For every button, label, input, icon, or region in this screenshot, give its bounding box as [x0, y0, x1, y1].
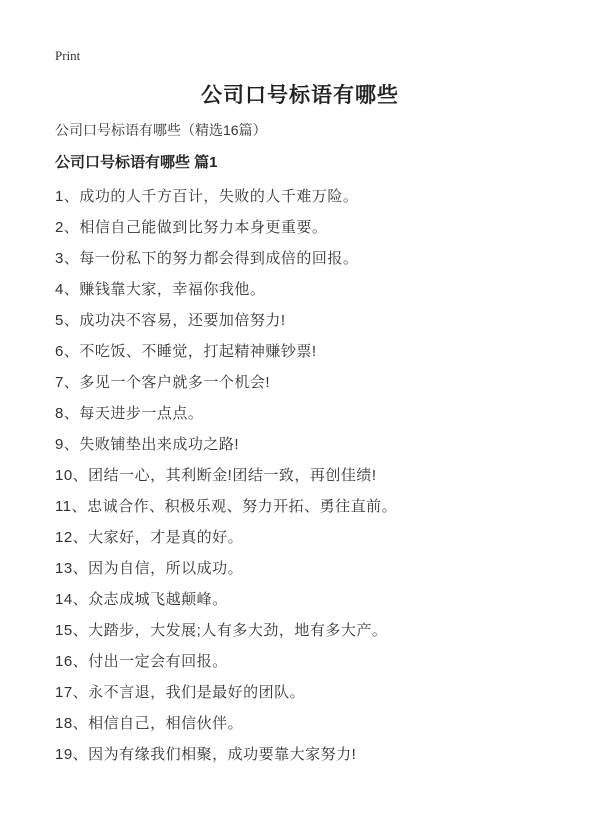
list-item: 16、付出一定会有回报。: [55, 653, 228, 670]
list-item: 18、相信自己，相信伙伴。: [55, 715, 244, 732]
list-item: 5、成功决不容易，还要加倍努力!: [55, 312, 286, 329]
list-item: 12、大家好，才是真的好。: [55, 529, 244, 546]
list-item: 1、成功的人千方百计，失败的人千难万险。: [55, 188, 359, 205]
page-title: 公司口号标语有哪些: [201, 84, 399, 107]
section-heading: 公司口号标语有哪些 篇1: [55, 154, 218, 171]
list-item: 9、失败铺垫出来成功之路!: [55, 436, 240, 453]
list-item: 13、因为自信，所以成功。: [55, 560, 244, 577]
slogan-list: [55, 187, 600, 765]
list-item: 11、忠诚合作、积极乐观、努力开拓、勇往直前。: [55, 498, 398, 515]
print-link[interactable]: Print: [55, 48, 81, 63]
list-item: 17、永不言退，我们是最好的团队。: [55, 684, 306, 701]
list-item: 6、不吃饭、不睡觉，打起精神赚钞票!: [55, 343, 317, 360]
list-item: 10、团结一心，其利断金!团结一致，再创佳绩!: [55, 467, 377, 484]
list-item: 19、因为有缘我们相聚，成功要靠大家努力!: [55, 746, 357, 763]
list-item: 3、每一份私下的努力都会得到成倍的回报。: [55, 250, 359, 267]
list-item: 7、多见一个客户就多一个机会!: [55, 374, 271, 391]
list-item: 2、相信自己能做到比努力本身更重要。: [55, 219, 328, 236]
list-item: 8、每天进步一点点。: [55, 405, 204, 422]
document-subtitle: 公司口号标语有哪些（精选16篇）: [55, 122, 267, 138]
list-item: 15、大踏步，大发展;人有多大劲，地有多大产。: [55, 622, 388, 639]
list-item: 14、众志成城飞越颠峰。: [55, 591, 228, 608]
list-item: 4、赚钱靠大家，幸福你我他。: [55, 281, 266, 298]
